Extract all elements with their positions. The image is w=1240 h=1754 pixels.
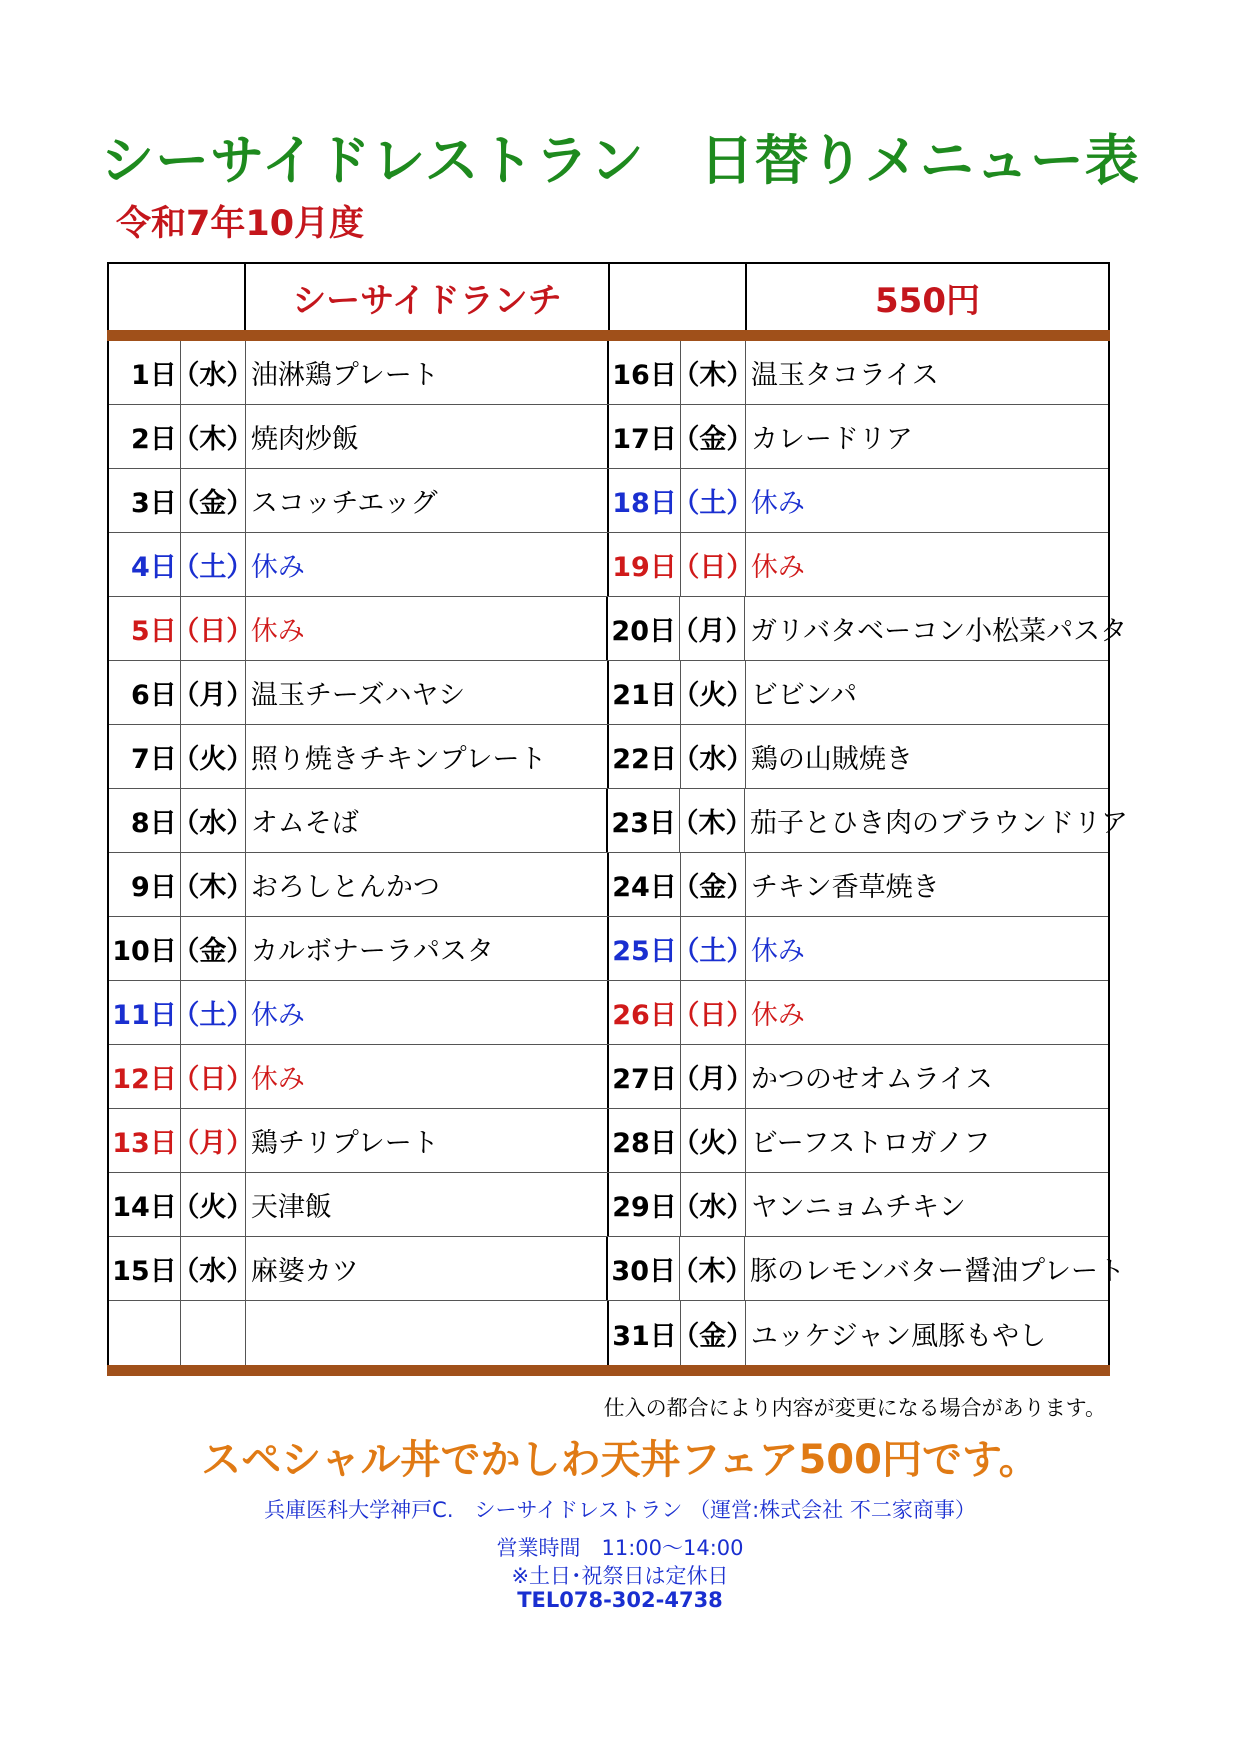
menu-cell: 鶏の山賊焼き [750,744,913,775]
day-cell: 11日 [109,981,181,1044]
weekday-cell [181,1301,246,1365]
day-cell: 10日 [109,917,181,980]
divider-bar [107,1365,1110,1376]
weekday-cell: （土） [681,469,746,532]
table-row [109,533,1108,597]
day-cell: 24日 [609,853,681,916]
weekday-cell: （木） [680,1237,745,1300]
weekday-cell: （土） [181,533,246,596]
menu-cell: 天津飯 [246,1173,609,1236]
weekday-cell: （火） [181,725,246,788]
lunch-price: 550円 [875,280,980,321]
table-row [109,725,1108,789]
footer-tel: TEL078-302-4738 [517,1588,723,1612]
weekday-cell: （月） [181,1109,246,1172]
menu-cell [246,1301,609,1365]
menu-cell: ヤンニョムチキン [750,1192,966,1223]
weekday-cell: （月） [681,1045,746,1108]
day-cell: 4日 [109,533,181,596]
day-cell: 28日 [609,1109,681,1172]
weekday-cell: （金） [681,405,746,468]
footer-org: 兵庫医科大学神戸C. シーサイドレストラン （運営:株式会社 不二家商事） [264,1498,976,1522]
menu-cell: ユッケジャン風豚もやし [750,1320,1047,1352]
menu-cell: ビビンパ [750,680,857,711]
weekday-cell: （日） [681,981,746,1044]
table-row [109,853,1108,917]
weekday-cell: （水） [181,341,246,404]
day-cell: 12日 [109,1045,181,1108]
weekday-cell: （水） [681,725,746,788]
day-cell: 23日 [608,789,680,852]
weekday-cell: （火） [681,661,746,724]
menu-cell: 休み [246,533,609,596]
day-cell: 22日 [609,725,681,788]
menu-cell: 休み [750,936,805,967]
day-cell: 5日 [109,597,181,660]
day-cell: 17日 [609,405,681,468]
weekday-cell: （土） [681,917,746,980]
menu-grid [107,341,1128,1365]
weekday-cell: （火） [181,1173,246,1236]
table-row [109,1045,1108,1109]
table-row [109,789,1128,853]
table-row [109,341,1108,405]
table-row [109,1109,1108,1173]
day-cell: 21日 [609,661,681,724]
menu-cell: 休み [246,1045,609,1108]
weekday-cell: （木） [681,341,746,404]
day-cell: 2日 [109,405,181,468]
day-cell [109,1301,181,1365]
day-cell: 14日 [109,1173,181,1236]
weekday-cell: （月） [181,661,246,724]
table-row [109,661,1108,725]
change-note: 仕入の都合により内容が変更になる場合があります。 [603,1396,1106,1420]
day-cell: 19日 [609,533,681,596]
menu-cell: 油淋鶏プレート [246,341,609,404]
menu-cell: おろしとんかつ [246,853,609,916]
weekday-cell: （金） [681,1301,746,1365]
table-row [109,917,1108,981]
month-label: 令和7年10月度 [116,204,365,244]
menu-cell: かつのせオムライス [750,1064,993,1095]
header-empty-cell [610,264,747,330]
day-cell: 20日 [608,597,680,660]
weekday-cell: （土） [181,981,246,1044]
menu-cell: 温玉チーズハヤシ [246,661,609,724]
table-row [109,1301,1108,1365]
day-cell: 1日 [109,341,181,404]
weekday-cell: （火） [681,1109,746,1172]
weekday-cell: （水） [181,1237,246,1300]
menu-cell: カレードリア [750,424,913,455]
table-row [109,1237,1126,1301]
menu-table [107,262,1128,1376]
menu-cell: 休み [750,488,805,519]
weekday-cell: （日） [181,597,246,660]
day-cell: 6日 [109,661,181,724]
weekday-cell: （木） [181,853,246,916]
day-cell: 31日 [609,1301,681,1365]
weekday-cell: （金） [181,469,246,532]
special-promo: スペシャル丼でかしわ天丼フェア500円です。 [201,1437,1039,1483]
menu-cell: 温玉タコライス [750,360,939,391]
day-cell: 26日 [609,981,681,1044]
day-cell: 25日 [609,917,681,980]
day-cell: 8日 [109,789,181,852]
table-row [109,981,1108,1045]
weekday-cell: （日） [181,1045,246,1108]
page-title: シーサイドレストラン 日替りメニュー表 [100,129,1140,192]
day-cell: 3日 [109,469,181,532]
weekday-cell: （月） [680,597,745,660]
day-cell: 30日 [608,1237,680,1300]
day-cell: 7日 [109,725,181,788]
divider-bar [107,330,1110,341]
lunch-name: シーサイドランチ [246,264,610,330]
menu-cell: 焼肉炒飯 [246,405,609,468]
day-cell: 29日 [609,1173,681,1236]
day-cell: 15日 [109,1237,181,1300]
table-row [109,1173,1108,1237]
table-row [109,597,1128,661]
menu-cell: 照り焼きチキンプレート [246,725,609,788]
menu-cell: 茄子とひき肉のブラウンドリア [749,808,1128,839]
table-header [107,262,1110,330]
menu-cell: オムそば [246,789,609,852]
menu-cell: 麻婆カツ [246,1237,609,1300]
day-cell: 9日 [109,853,181,916]
menu-cell: ビーフストロガノフ [750,1128,991,1159]
weekday-cell: （木） [181,405,246,468]
day-cell: 13日 [109,1109,181,1172]
menu-cell: スコッチエッグ [246,469,609,532]
weekday-cell: （水） [181,789,246,852]
day-cell: 18日 [609,469,681,532]
table-row [109,405,1108,469]
menu-cell: 休み [750,1000,805,1031]
menu-cell: 鶏チリプレート [246,1109,609,1172]
footer-closed: ※土日･祝祭日は定休日 [511,1564,729,1588]
menu-cell: 豚のレモンバター醤油プレート [749,1256,1126,1287]
day-cell: 27日 [609,1045,681,1108]
weekday-cell: （水） [681,1173,746,1236]
day-cell: 16日 [609,341,681,404]
footer-hours: 営業時間 11:00～14:00 [496,1536,744,1560]
weekday-cell: （金） [681,853,746,916]
menu-cell: チキン香草焼き [750,872,940,903]
header-empty-cell [109,264,246,330]
table-row [109,469,1108,533]
menu-cell: 休み [246,981,609,1044]
weekday-cell: （金） [181,917,246,980]
menu-cell: 休み [246,597,609,660]
menu-cell: 休み [750,552,805,583]
weekday-cell: （木） [680,789,745,852]
weekday-cell: （日） [681,533,746,596]
menu-cell: カルボナーラパスタ [246,917,609,980]
menu-cell: ガリバタベーコン小松菜パスタ [749,616,1128,647]
